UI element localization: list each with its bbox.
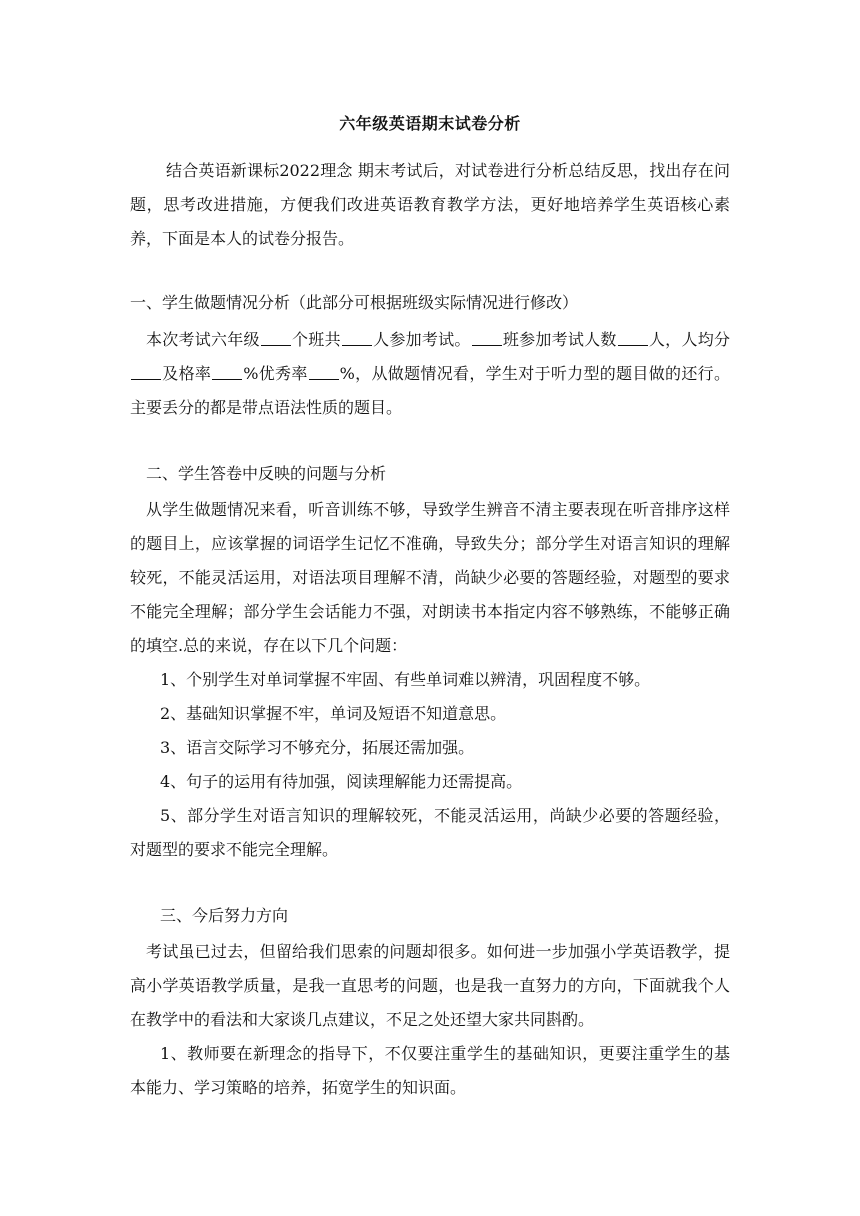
section1-heading: 一、学生做题情况分析（此部分可根据班级实际情况进行修改） bbox=[130, 293, 579, 312]
blank-line bbox=[472, 331, 502, 346]
list-item: 2、基础知识掌握不牢，单词及短语不知道意思。 bbox=[160, 704, 507, 723]
section1-text-d: 班参加考试人数 bbox=[502, 330, 617, 349]
section3-heading: 三、今后努力方向 bbox=[160, 906, 289, 925]
section2-paragraph: 从学生做题情况来看，听音训练不够，导致学生辨音不清主要表现在听音排序这样的题目上，应该掌握的词语学生记忆不准确，导致失分；部分学生对语言知识的理解较死，不能灵活运用，对语法项目理解不清，尚缺少必要的答题经验，对题型的要求不能完全理解；部分学生会话能力不强，对朗读书本指定内容不够熟练，不能够正确的填空.总的来说，存在以下几个问题： bbox=[130, 500, 730, 655]
section2-heading: 二、学生答卷中反映的问题与分析 bbox=[146, 464, 387, 483]
section3-paragraph: 考试虽已过去，但留给我们思索的问题却很多。如何进一步加强小学英语教学，提高小学英语教学质量，是我一直思考的问题，也是我一直努力的方向，下面就我个人在教学中的看法和大家谈几点建议，不足之处还望大家共同斟酌。 bbox=[130, 942, 730, 1029]
blank-line bbox=[309, 365, 339, 380]
list-item: 1、教师要在新理念的指导下，不仅要注重学生的基础知识，更要注重学生的基本能力、学习策略的培养，拓宽学生的知识面。 bbox=[130, 1044, 730, 1097]
blank-line bbox=[131, 365, 161, 380]
document-title: 六年级英语期末试卷分析 bbox=[339, 114, 521, 133]
blank-line bbox=[261, 331, 291, 346]
section1-text-f: 及格率 bbox=[162, 364, 212, 383]
section1-text-h: %，从做题情况看，学生对于听力型的题目做的还行。主要丢分的都是带点语法性质的题目。 bbox=[130, 364, 730, 417]
section1-text-g: %优秀率 bbox=[243, 364, 308, 383]
blank-line bbox=[342, 331, 372, 346]
list-item: 1、个别学生对单词掌握不牢固、有些单词难以辨清，巩固程度不够。 bbox=[160, 670, 651, 689]
intro-paragraph: 结合英语新课标2022理念 期末考试后，对试卷进行分析总结反思，找出存在问题，思考改进措施，方便我们改进英语教育教学方法，更好地培养学生英语核心素养，下面是本人的试卷分报告。 bbox=[130, 161, 730, 248]
section1-text-a: 本次考试六年级 bbox=[146, 330, 260, 349]
blank-line bbox=[618, 331, 648, 346]
section1-text-e: 人，人均分 bbox=[648, 330, 730, 349]
list-item: 5、部分学生对语言知识的理解较死，不能灵活运用，尚缺少必要的答题经验，对题型的要求不能完全理解。 bbox=[130, 806, 730, 859]
blank-line bbox=[212, 365, 242, 380]
section1-text-c: 人参加考试。 bbox=[372, 330, 471, 349]
section1-text-b: 个班共 bbox=[291, 330, 341, 349]
list-item: 4、句子的运用有待加强，阅读理解能力还需提高。 bbox=[160, 772, 523, 791]
list-item: 3、语言交际学习不够充分，拓展还需加强。 bbox=[160, 738, 475, 757]
section1-paragraph bbox=[130, 323, 730, 425]
